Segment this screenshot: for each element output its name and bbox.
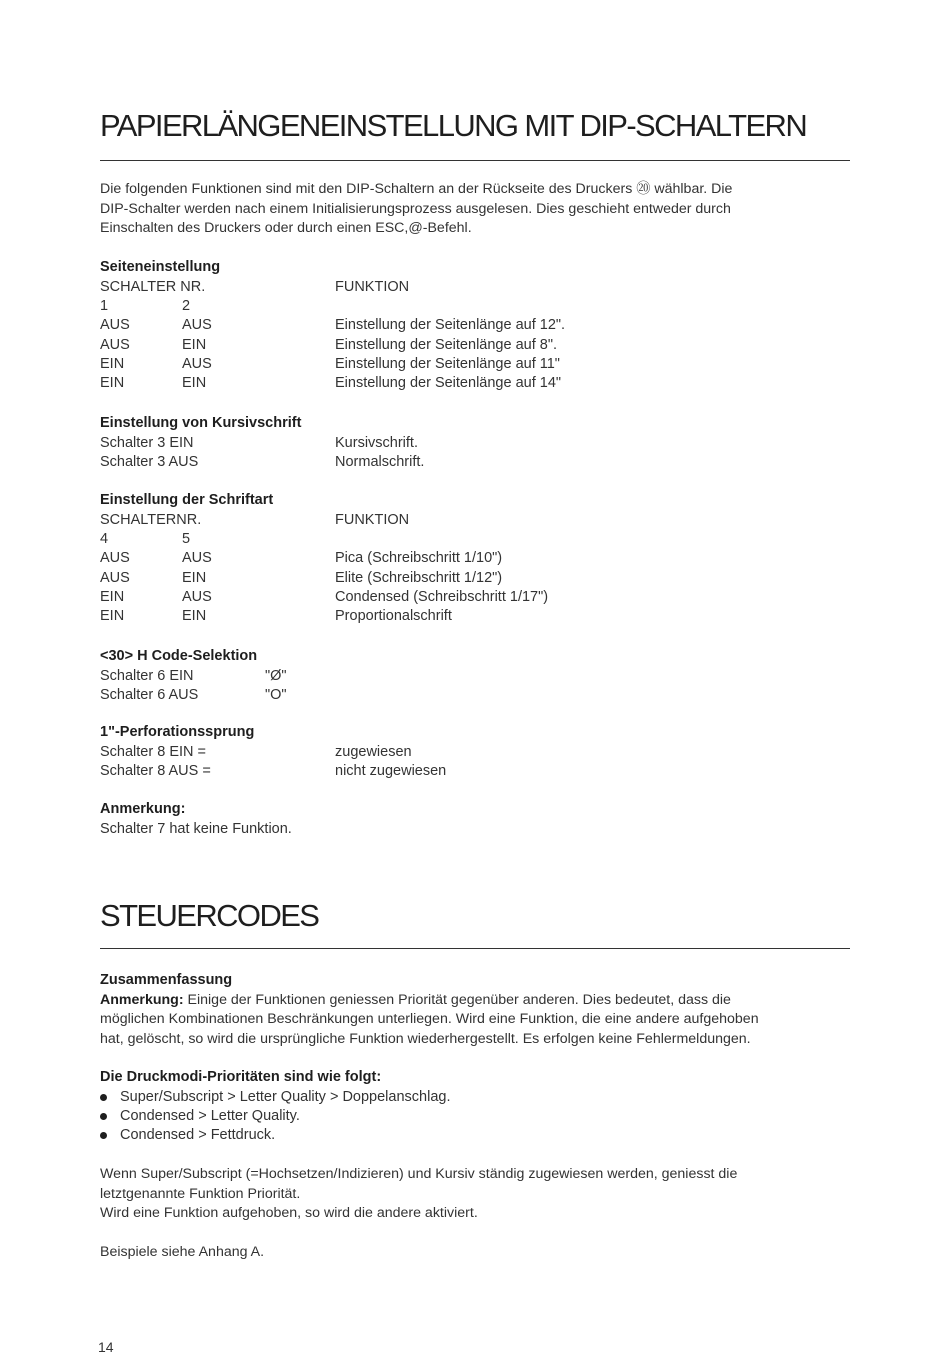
closing-line: Wird eine Funktion aufgehoben, so wird die andere aktiviert. bbox=[100, 1205, 478, 1222]
table-row bbox=[100, 316, 700, 335]
switch-state: EIN bbox=[182, 336, 207, 353]
switch-number: 5 bbox=[182, 530, 191, 547]
table-row bbox=[100, 355, 700, 374]
code-value: "O" bbox=[265, 686, 287, 703]
page-number: 14 bbox=[98, 1339, 114, 1355]
intro-line: DIP-Schalter werden nach einem Initialisierungsprozess ausgelesen. Dies geschieht entweder durch bbox=[100, 200, 731, 217]
table-row bbox=[100, 453, 700, 472]
note-text: Schalter 7 hat keine Funktion. bbox=[100, 820, 292, 837]
intro-line: Einschalten des Druckers oder durch einen ESC,@-Befehl. bbox=[100, 220, 472, 237]
page-heading: PAPIERLÄNGENEINSTELLUNG MIT DIP-SCHALTERN bbox=[100, 108, 807, 143]
switch-numbers-row bbox=[100, 297, 700, 316]
switch-state: EIN bbox=[100, 589, 125, 606]
section-anmerkung bbox=[100, 800, 700, 839]
function-text: Einstellung der Seitenlänge auf 8". bbox=[335, 336, 557, 353]
header-switch: SCHALTERNR. bbox=[100, 511, 202, 528]
switch-state: AUS bbox=[182, 589, 212, 606]
table-row bbox=[100, 434, 700, 453]
closing-paragraph bbox=[100, 1165, 860, 1224]
switch-state: EIN bbox=[182, 608, 207, 625]
summary-line: hat, gelöscht, so wird die ursprüngliche Funktion wiederhergestellt. Es erfolgen keine Fehlermeldungen. bbox=[100, 1030, 751, 1047]
table-row bbox=[100, 667, 700, 686]
heading-rule bbox=[100, 948, 850, 949]
header-function: FUNKTION bbox=[335, 511, 410, 528]
section-schriftart bbox=[100, 491, 700, 627]
bullet-icon bbox=[100, 1132, 107, 1139]
switch-state: EIN bbox=[100, 608, 125, 625]
closing-line: letztgenannte Funktion Priorität. bbox=[100, 1185, 301, 1202]
table-header bbox=[100, 511, 700, 530]
summary-paragraph bbox=[100, 991, 860, 1050]
closing-line: Wenn Super/Subscript (=Hochsetzen/Indizieren) und Kursiv ständig zugewiesen werden, geniesst die bbox=[100, 1166, 738, 1182]
switch-setting: Schalter 8 EIN = bbox=[100, 743, 206, 760]
section-seiteneinstellung bbox=[100, 258, 700, 394]
switch-number: 1 bbox=[100, 297, 109, 314]
intro-line: Die folgenden Funktionen sind mit den DIP-Schaltern an der Rückseite des Druckers ⑳ wählbar. Die bbox=[100, 181, 733, 197]
section-kursivschrift bbox=[100, 414, 700, 472]
intro-paragraph bbox=[100, 180, 840, 239]
list-item-text: Condensed > Fettdruck. bbox=[120, 1127, 276, 1144]
function-text: zugewiesen bbox=[335, 743, 412, 760]
switch-state: EIN bbox=[182, 375, 207, 392]
switch-number: 2 bbox=[182, 297, 191, 314]
switch-state: AUS bbox=[182, 356, 212, 373]
section-title: Anmerkung: bbox=[100, 801, 186, 817]
switch-state: EIN bbox=[100, 375, 125, 392]
header-function: FUNKTION bbox=[335, 278, 410, 295]
note-label: Anmerkung: bbox=[100, 991, 184, 1008]
table-row bbox=[100, 336, 700, 355]
example-reference: Beispiele siehe Anhang A. bbox=[100, 1244, 265, 1260]
section-title: Einstellung der Schriftart bbox=[100, 492, 274, 508]
list-item bbox=[100, 1126, 700, 1145]
switch-setting: Schalter 6 AUS bbox=[100, 686, 199, 703]
table-row bbox=[100, 762, 700, 781]
list-item bbox=[100, 1107, 700, 1126]
switch-state: AUS bbox=[100, 317, 130, 334]
function-text: nicht zugewiesen bbox=[335, 762, 447, 779]
list-item-text: Super/Subscript > Letter Quality > Doppelanschlag. bbox=[120, 1088, 451, 1105]
switch-number: 4 bbox=[100, 530, 109, 547]
table-row bbox=[100, 549, 700, 568]
switch-setting: Schalter 8 AUS = bbox=[100, 762, 211, 779]
switch-numbers-row bbox=[100, 530, 700, 549]
switch-state: AUS bbox=[182, 550, 212, 567]
section-perforationssprung bbox=[100, 723, 700, 781]
switch-state: AUS bbox=[100, 336, 130, 353]
function-text: Kursivschrift. bbox=[335, 434, 418, 451]
section-code-selektion bbox=[100, 647, 700, 705]
function-text: Elite (Schreibschritt 1/12") bbox=[335, 569, 503, 586]
function-text: Einstellung der Seitenlänge auf 11" bbox=[335, 356, 560, 373]
switch-state: AUS bbox=[100, 550, 130, 567]
switch-state: EIN bbox=[182, 569, 207, 586]
function-text: Proportionalschrift bbox=[335, 608, 452, 625]
table-row bbox=[100, 607, 700, 626]
switch-state: AUS bbox=[182, 317, 212, 334]
switch-setting: Schalter 3 AUS bbox=[100, 453, 199, 470]
section-title: Die Druckmodi-Prioritäten sind wie folgt: bbox=[100, 1069, 382, 1085]
switch-setting: Schalter 6 EIN bbox=[100, 667, 194, 684]
switch-setting: Schalter 3 EIN bbox=[100, 434, 194, 451]
header-switch: SCHALTER NR. bbox=[100, 278, 206, 295]
table-row bbox=[100, 588, 700, 607]
section-title: 1"-Perforationssprung bbox=[100, 724, 255, 740]
function-text: Einstellung der Seitenlänge auf 14" bbox=[335, 375, 562, 392]
section-heading: STEUERCODES bbox=[100, 898, 319, 933]
function-text: Pica (Schreibschritt 1/10") bbox=[335, 550, 503, 567]
bullet-icon bbox=[100, 1094, 107, 1101]
function-text: Normalschrift. bbox=[335, 453, 425, 470]
function-text: Einstellung der Seitenlänge auf 12". bbox=[335, 317, 566, 334]
table-row bbox=[100, 686, 700, 705]
section-prioritaeten bbox=[100, 1068, 700, 1146]
list-item bbox=[100, 1088, 700, 1107]
code-value: "Ø" bbox=[265, 667, 287, 684]
heading-rule bbox=[100, 160, 850, 161]
switch-state: EIN bbox=[100, 356, 125, 373]
section-title: <30> H Code-Selektion bbox=[100, 648, 258, 664]
summary-line: möglichen Kombinationen Beschränkungen unterliegen. Wird eine Funktion, die eine andere aufgehoben bbox=[100, 1011, 759, 1028]
table-row bbox=[100, 374, 700, 393]
note-text-row bbox=[100, 820, 700, 839]
section-title: Zusammenfassung bbox=[100, 972, 233, 988]
table-row bbox=[100, 743, 700, 762]
function-text: Condensed (Schreibschritt 1/17") bbox=[335, 589, 549, 606]
list-item-text: Condensed > Letter Quality. bbox=[120, 1107, 300, 1124]
table-row bbox=[100, 569, 700, 588]
switch-state: AUS bbox=[100, 569, 130, 586]
section-title: Seiteneinstellung bbox=[100, 259, 221, 275]
table-header bbox=[100, 278, 700, 297]
summary-line: Einige der Funktionen geniessen Priorität gegenüber anderen. Dies bedeutet, dass die bbox=[187, 991, 731, 1008]
section-title: Einstellung von Kursivschrift bbox=[100, 415, 302, 431]
section-zusammenfassung bbox=[100, 971, 860, 1049]
bullet-icon bbox=[100, 1113, 107, 1120]
